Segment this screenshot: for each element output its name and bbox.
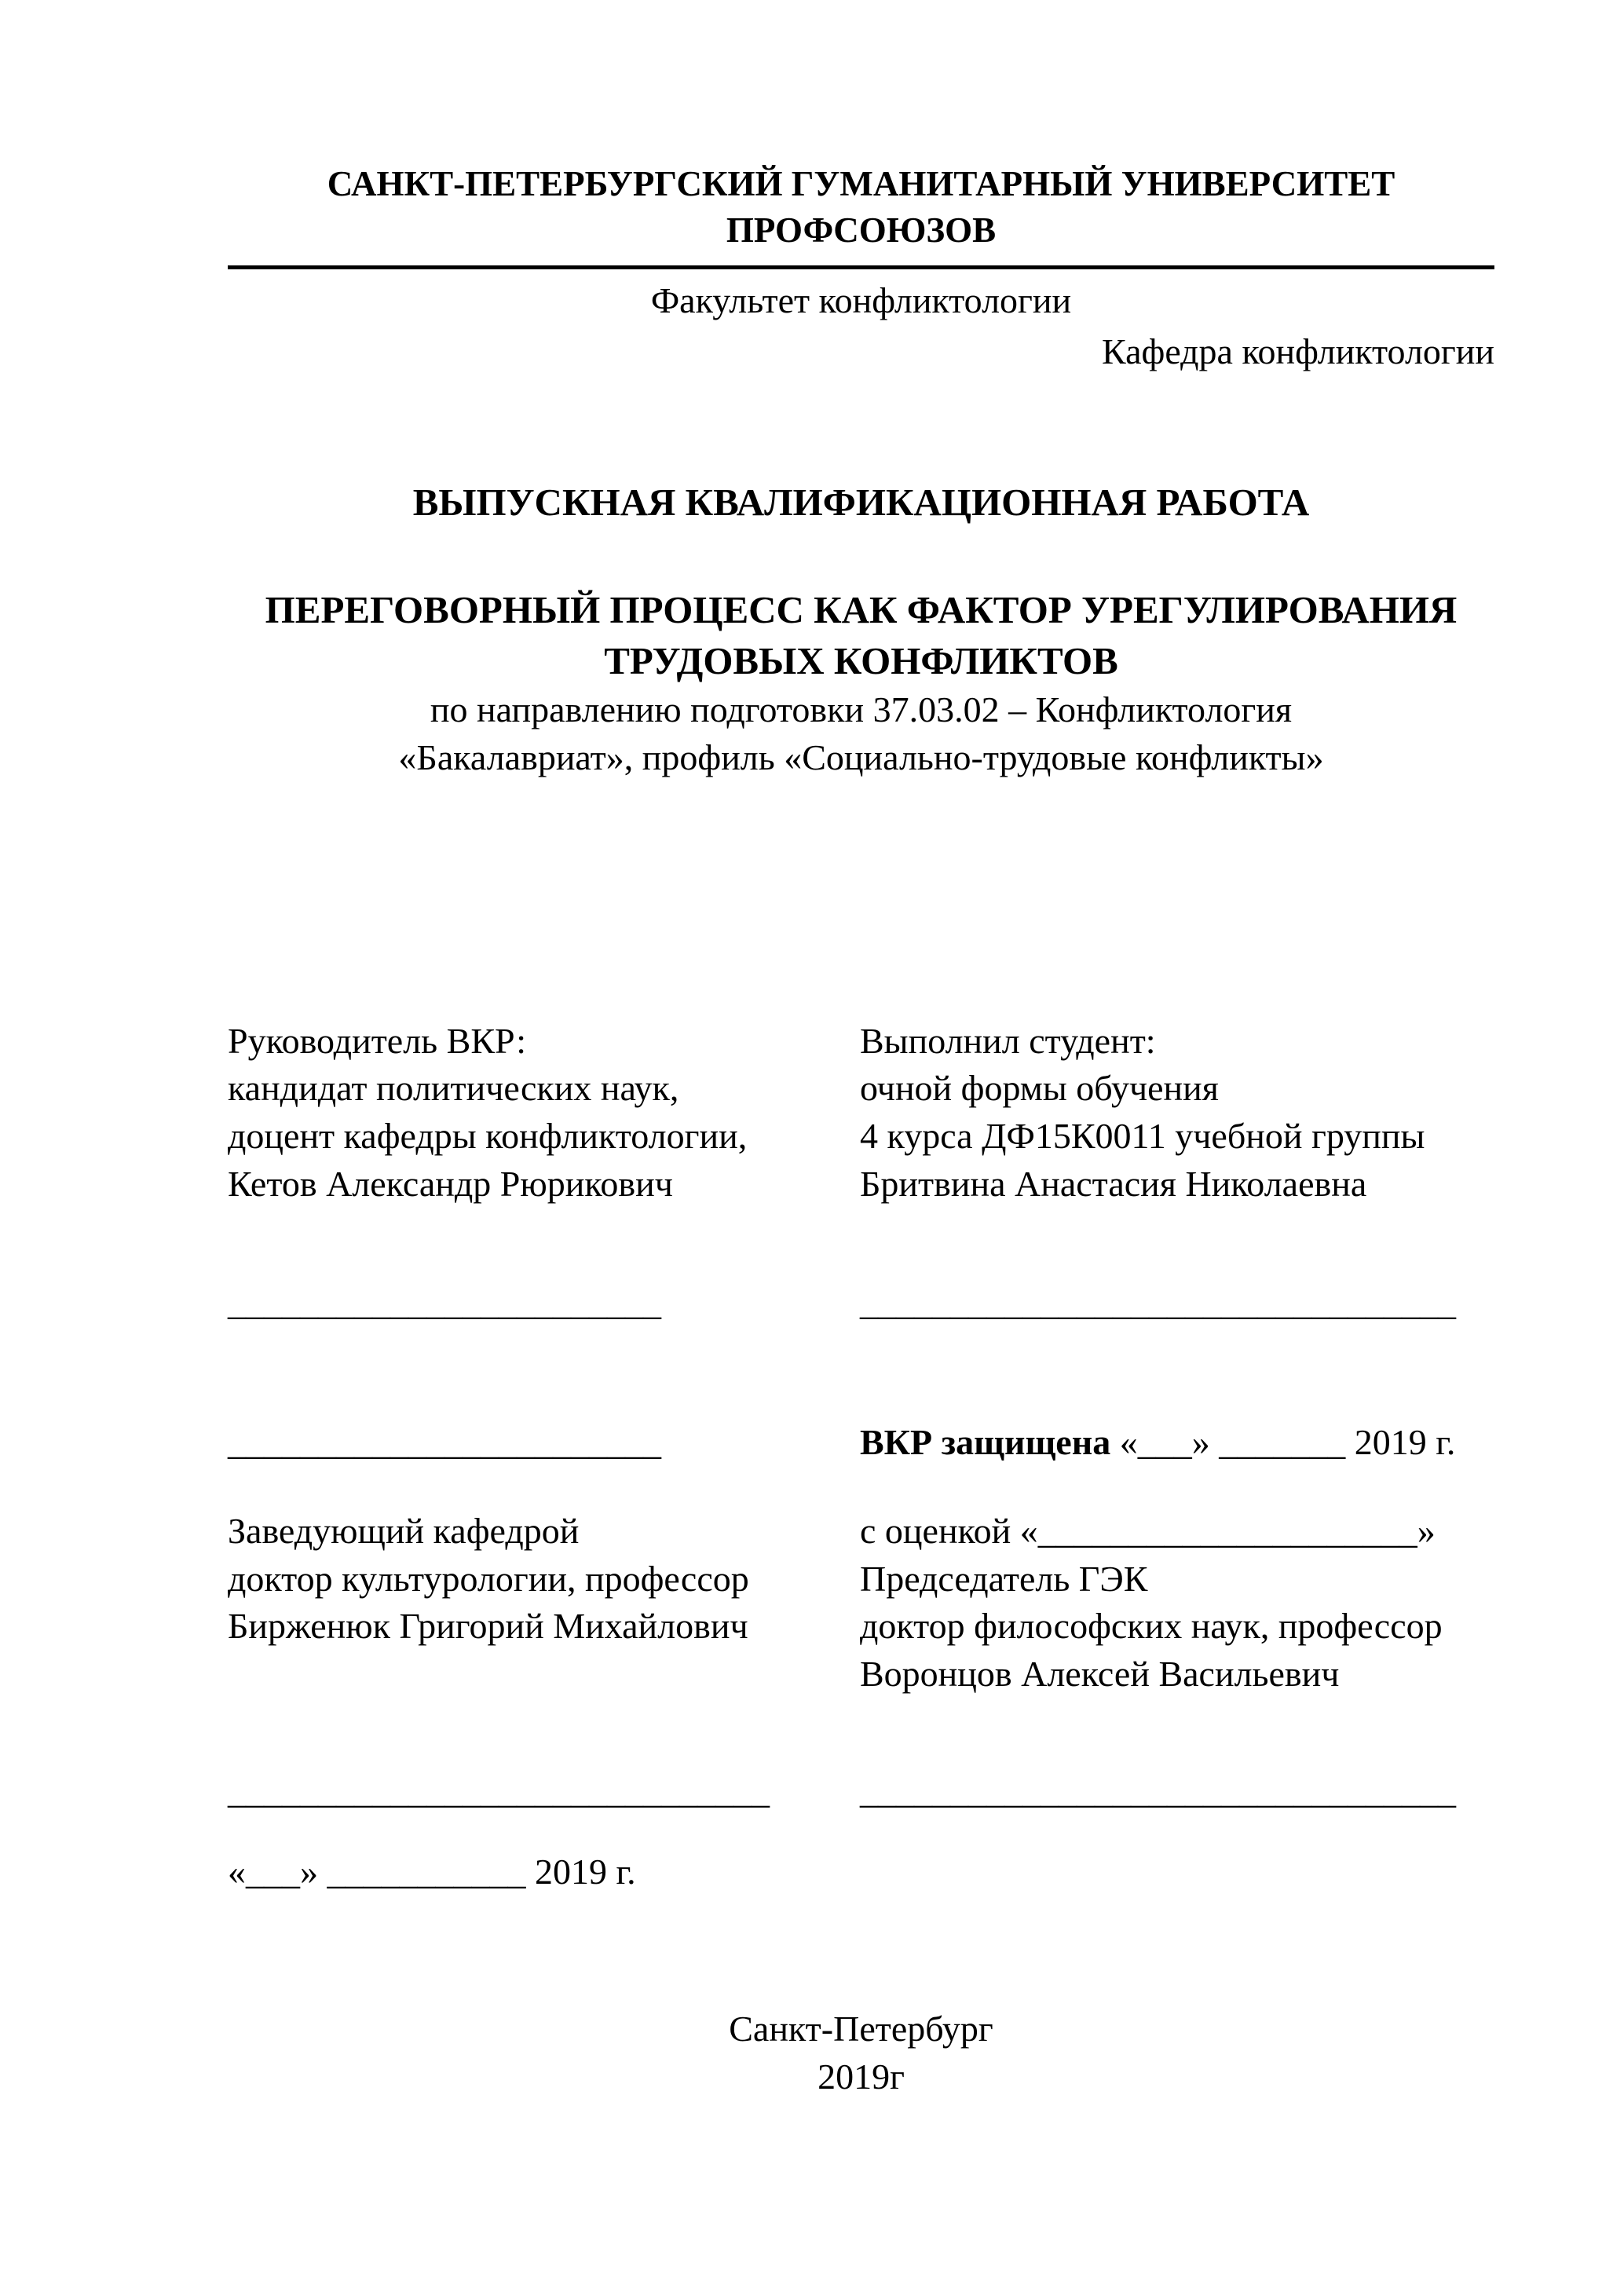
- head-of-department-signature-line: ______________________________: [228, 1770, 770, 1811]
- work-type-heading: ВЫПУСКНАЯ КВАЛИФИКАЦИОННАЯ РАБОТА: [412, 481, 1310, 525]
- row-signature-2: [228, 1419, 1494, 1467]
- row-position: [228, 1113, 1494, 1161]
- faculty-name: Факультет конфликтологии: [650, 280, 1072, 320]
- head-of-department-date-line: «___» ___________ 2019 г.: [228, 1851, 636, 1892]
- signature-section: [228, 1018, 1494, 1896]
- row-head-label: [228, 1508, 1494, 1556]
- grade-line: с оценкой «_____________________»: [860, 1510, 1436, 1551]
- row-chair-name: [228, 1651, 1494, 1698]
- university-name: САНКТ-ПЕТЕРБУРГСКИЙ ГУМАНИТАРНЫЙ УНИВЕРСИТЕТ ПРОФСОЮЗОВ: [228, 161, 1494, 269]
- head-of-department-name: Бирженюк Григорий Михайлович: [228, 1606, 748, 1647]
- head-of-department-degree: доктор культурологии, профессор: [228, 1558, 749, 1599]
- empty-cell: [860, 1848, 1494, 1896]
- footer-city: Санкт-Петербург: [729, 2009, 993, 2049]
- empty-cell: [228, 1651, 860, 1698]
- row-date: [228, 1848, 1494, 1896]
- row-degree: [228, 1065, 1494, 1113]
- supervisor-degree: кандидат политических наук,: [228, 1068, 679, 1109]
- row-labels: [228, 1018, 1494, 1066]
- supervisor-name: Кетов Александр Рюрикович: [228, 1163, 673, 1204]
- department-name: Кафедра конфликтологии: [1102, 331, 1494, 371]
- student-study-form: очной формы обучения: [860, 1068, 1219, 1109]
- supervisor-signature-line: ________________________: [228, 1281, 661, 1322]
- program-line: по направлению подготовки 37.03.02 – Конфликтология: [430, 689, 1293, 730]
- chair-name: Воронцов Алексей Васильевич: [860, 1654, 1340, 1695]
- thesis-title-line1: ПЕРЕГОВОРНЫЙ ПРОЦЕСС КАК ФАКТОР УРЕГУЛИРОВАНИЯ: [265, 587, 1458, 631]
- footer: [228, 2005, 1494, 2100]
- supervisor-label: Руководитель ВКР:: [228, 1020, 527, 1061]
- row-names: [228, 1161, 1494, 1208]
- head-of-department-label: Заведующий кафедрой: [228, 1510, 580, 1551]
- row-signature-3: [228, 1768, 1494, 1815]
- thesis-title: [228, 585, 1494, 782]
- profile-line: «Бакалавриат», профиль «Социально-трудовые конфликты»: [398, 737, 1324, 777]
- defense-defended-label: ВКР защищена: [860, 1422, 1111, 1463]
- row-signature-1: [228, 1279, 1494, 1327]
- chair-label: Председатель ГЭК: [860, 1558, 1148, 1599]
- student-label: Выполнил студент:: [860, 1020, 1156, 1061]
- student-name: Бритвина Анастасия Николаевна: [860, 1163, 1367, 1204]
- student-group: 4 курса ДФ15К0011 учебной группы: [860, 1116, 1425, 1157]
- defense-date-line: [860, 1419, 1494, 1467]
- row-head-name: [228, 1603, 1494, 1651]
- student-signature-line: _________________________________: [860, 1281, 1456, 1322]
- row-head-degree: [228, 1556, 1494, 1603]
- footer-year: 2019г: [817, 2057, 905, 2097]
- chair-degree: доктор философских наук, профессор: [860, 1606, 1443, 1647]
- thesis-title-line2: ТРУДОВЫХ КОНФЛИКТОВ: [604, 638, 1118, 682]
- supervisor-position: доцент кафедры конфликтологии,: [228, 1116, 748, 1157]
- defense-defended-blank: «___» _______ 2019 г.: [1110, 1422, 1456, 1463]
- chair-signature-line: _________________________________: [860, 1770, 1456, 1811]
- supervisor-signature-line-2: ________________________: [228, 1422, 661, 1463]
